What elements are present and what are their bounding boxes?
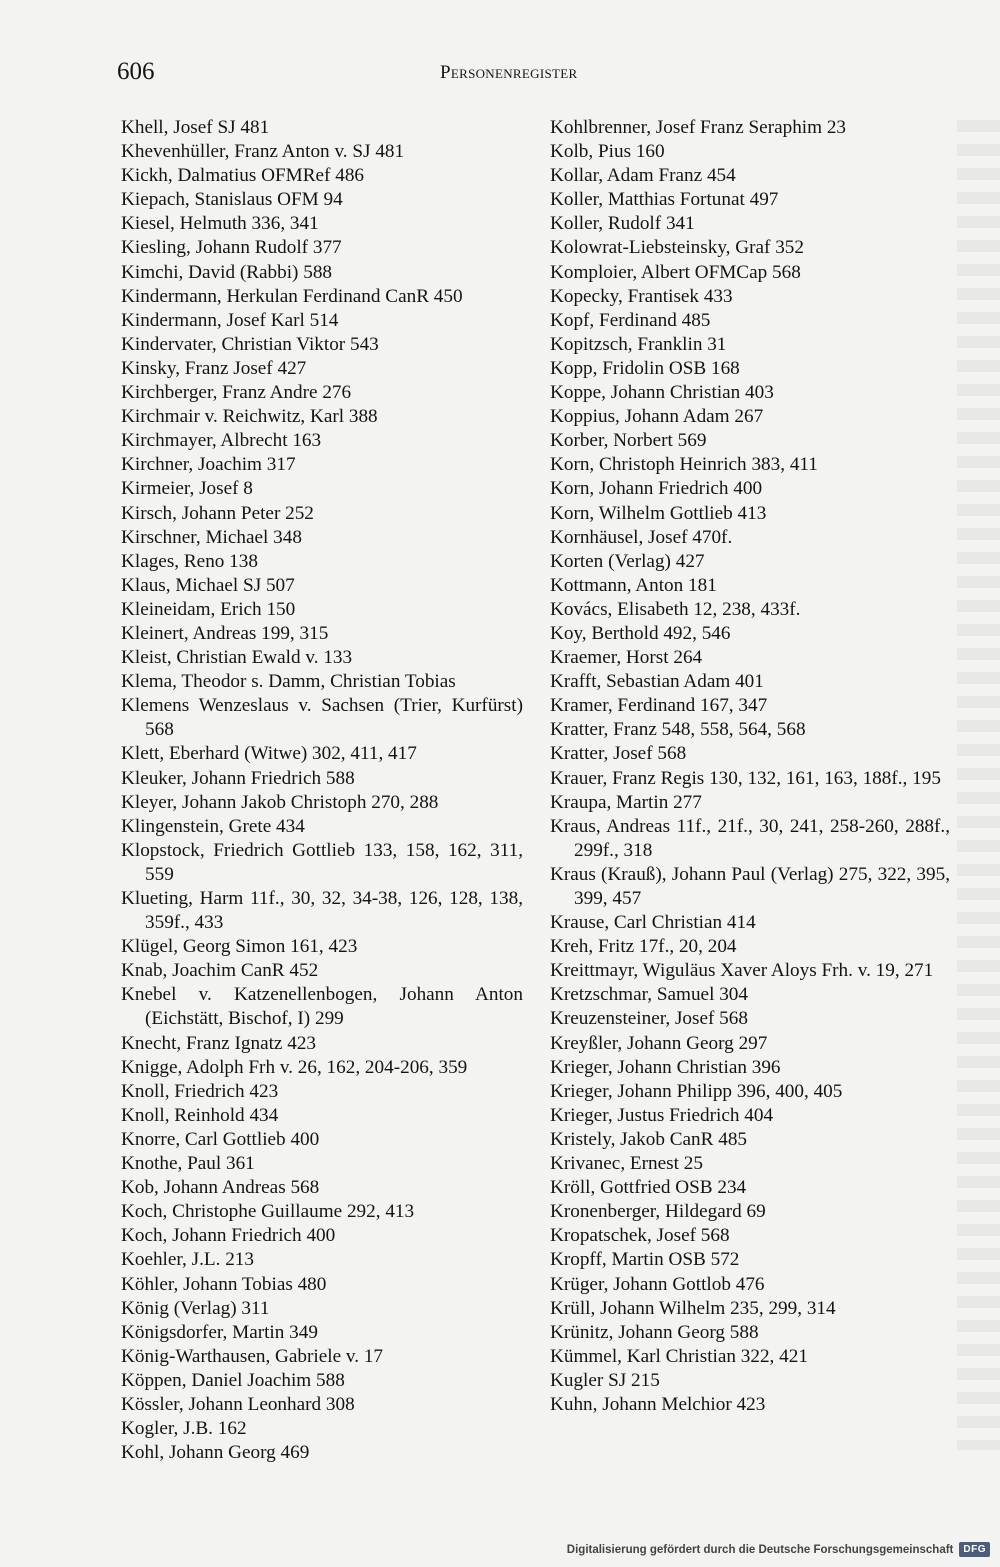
index-entry: Kopp, Fridolin OSB 168 xyxy=(550,357,740,379)
index-entry: Kolowrat-Liebsteinsky, Graf 352 xyxy=(550,237,804,259)
index-entry: Kraemer, Horst 264 xyxy=(550,647,703,669)
index-entry: Klemens Wenzeslaus v. Sachsen (Trier, Kurfürst) 568 xyxy=(121,695,523,741)
index-entry: Klett, Eberhard (Witwe) 302, 411, 417 xyxy=(121,743,417,765)
index-entry: Knebel v. Katzenellenbogen, Johann Anton (Eichstätt, Bischof, I) 299 xyxy=(121,984,523,1030)
facing-page-bleed xyxy=(957,120,1000,1450)
index-entry: Kindervater, Christian Viktor 543 xyxy=(121,333,379,355)
index-entry: Krause, Carl Christian 414 xyxy=(550,912,756,934)
index-entry: Kottmann, Anton 181 xyxy=(550,574,717,596)
index-entry: Kirschner, Michael 348 xyxy=(121,526,302,548)
right-column xyxy=(550,116,950,1417)
index-entry: Kropff, Martin OSB 572 xyxy=(550,1249,740,1271)
index-entry: Koller, Matthias Fortunat 497 xyxy=(550,189,779,211)
index-entry: Kirchmayer, Albrecht 163 xyxy=(121,430,322,452)
index-entry: Khell, Josef SJ 481 xyxy=(121,117,270,138)
footer-credit: Digitalisierung gefördert durch die Deutsche Forschungsgemeinschaft xyxy=(566,1543,954,1556)
left-column xyxy=(121,116,523,1465)
index-entry: Kümmel, Karl Christian 322, 421 xyxy=(550,1345,808,1367)
index-entry: Kleist, Christian Ewald v. 133 xyxy=(121,647,353,669)
index-entry: Kornhäusel, Josef 470f. xyxy=(550,526,733,548)
index-entry: Knigge, Adolph Frh v. 26, 162, 204-206, 359 xyxy=(121,1056,468,1078)
index-entry: Kratter, Franz 548, 558, 564, 568 xyxy=(550,719,806,741)
index-entry: Kiepach, Stanislaus OFM 94 xyxy=(121,189,343,211)
index-entry: Kiesel, Helmuth 336, 341 xyxy=(121,213,319,235)
index-entry: Korten (Verlag) 427 xyxy=(550,550,705,572)
index-entry: Korn, Wilhelm Gottlieb 413 xyxy=(550,502,767,524)
index-entry: Kramer, Ferdinand 167, 347 xyxy=(550,695,768,717)
index-entry: Korber, Norbert 569 xyxy=(550,430,707,452)
index-entry: Kirchberger, Franz Andre 276 xyxy=(121,382,352,404)
index-entry: Kugler SJ 215 xyxy=(550,1369,660,1391)
index-entry: Knab, Joachim CanR 452 xyxy=(121,960,319,982)
index-entry: König (Verlag) 311 xyxy=(121,1297,270,1319)
index-entry: Kreittmayr, Wiguläus Xaver Aloys Frh. v. 19, 271 xyxy=(550,960,934,982)
index-entry: Klueting, Harm 11f., 30, 32, 34-38, 126, 128, 138, 359f., 433 xyxy=(121,888,523,934)
index-entry: König-Warthausen, Gabriele v. 17 xyxy=(121,1345,384,1367)
index-entry: Kob, Johann Andreas 568 xyxy=(121,1177,320,1199)
index-entry: Kropatschek, Josef 568 xyxy=(550,1225,730,1247)
index-entry: Kretzschmar, Samuel 304 xyxy=(550,984,748,1006)
index-entry: Koppe, Johann Christian 403 xyxy=(550,382,774,404)
index-entry: Klingenstein, Grete 434 xyxy=(121,815,305,837)
index-entry: Koch, Johann Friedrich 400 xyxy=(121,1225,336,1247)
index-entry: Kleyer, Johann Jakob Christoph 270, 288 xyxy=(121,791,439,813)
index-entry: Kickh, Dalmatius OFMRef 486 xyxy=(121,165,365,187)
index-entry: Kraupa, Martin 277 xyxy=(550,791,702,813)
index-entry: Königsdorfer, Martin 349 xyxy=(121,1321,318,1343)
index-entry: Kohl, Johann Georg 469 xyxy=(121,1442,310,1464)
index-entry: Kindermann, Josef Karl 514 xyxy=(121,309,339,331)
index-entry: Kinsky, Franz Josef 427 xyxy=(121,357,307,379)
index-entry: Koch, Christophe Guillaume 292, 413 xyxy=(121,1201,415,1223)
index-entry: Kuhn, Johann Melchior 423 xyxy=(550,1393,766,1415)
index-entry: Kovács, Elisabeth 12, 238, 433f. xyxy=(550,598,801,620)
index-entry: Knoll, Friedrich 423 xyxy=(121,1080,279,1102)
index-entry: Kratter, Josef 568 xyxy=(550,743,687,765)
index-entry: Krafft, Sebastian Adam 401 xyxy=(550,671,764,693)
index-entry: Köhler, Johann Tobias 480 xyxy=(121,1273,327,1295)
index-entry: Kohlbrenner, Josef Franz Seraphim 23 xyxy=(550,117,847,138)
page-number: 606 xyxy=(117,58,155,85)
index-entry: Kolb, Pius 160 xyxy=(550,141,665,163)
dfg-logo-icon: DFG xyxy=(959,1542,990,1557)
index-entry: Kirmeier, Josef 8 xyxy=(121,478,253,500)
index-entry: Kreyßler, Johann Georg 297 xyxy=(550,1032,768,1054)
index-entry: Knorre, Carl Gottlieb 400 xyxy=(121,1128,320,1150)
index-entry: Krieger, Justus Friedrich 404 xyxy=(550,1104,774,1126)
index-entry: Kössler, Johann Leonhard 308 xyxy=(121,1393,355,1415)
index-entry: Kimchi, David (Rabbi) 588 xyxy=(121,261,333,283)
index-entry: Korn, Johann Friedrich 400 xyxy=(550,478,763,500)
index-entry: Krieger, Johann Philipp 396, 400, 405 xyxy=(550,1080,843,1102)
index-entry: Kraus (Krauß), Johann Paul (Verlag) 275, 322, 395, 399, 457 xyxy=(550,863,950,909)
index-entry: Kleuker, Johann Friedrich 588 xyxy=(121,767,355,789)
index-entry: Klaus, Michael SJ 507 xyxy=(121,574,295,596)
index-entry: Klema, Theodor s. Damm, Christian Tobias xyxy=(121,671,456,693)
footer xyxy=(567,1542,990,1557)
index-entry: Klages, Reno 138 xyxy=(121,550,258,572)
index-entry: Komploier, Albert OFMCap 568 xyxy=(550,261,801,283)
index-entry: Krüger, Johann Gottlob 476 xyxy=(550,1273,765,1295)
index-entry: Koehler, J.L. 213 xyxy=(121,1249,254,1271)
index-entry: Koller, Rudolf 341 xyxy=(550,213,695,235)
index-entry: Kirsch, Johann Peter 252 xyxy=(121,502,314,524)
index-entry: Kreuzensteiner, Josef 568 xyxy=(550,1008,748,1030)
index-entry: Krivanec, Ernest 25 xyxy=(550,1153,703,1175)
index-entry: Kogler, J.B. 162 xyxy=(121,1418,247,1440)
index-entry: Kraus, Andreas 11f., 21f., 30, 241, 258-260, 288f., 299f., 318 xyxy=(550,815,950,861)
index-entry: Köppen, Daniel Joachim 588 xyxy=(121,1369,345,1391)
index-entry: Klügel, Georg Simon 161, 423 xyxy=(121,936,358,958)
index-entry: Kopf, Ferdinand 485 xyxy=(550,309,711,331)
index-entry: Krüll, Johann Wilhelm 235, 299, 314 xyxy=(550,1297,836,1319)
index-entry: Krauer, Franz Regis 130, 132, 161, 163, 188f., 195 xyxy=(550,767,941,789)
index-entry: Korn, Christoph Heinrich 383, 411 xyxy=(550,454,818,476)
index-entry: Kopitzsch, Franklin 31 xyxy=(550,333,727,355)
index-entry: Khevenhüller, Franz Anton v. SJ 481 xyxy=(121,141,405,163)
index-entry: Koppius, Johann Adam 267 xyxy=(550,406,764,428)
index-entry: Knoll, Reinhold 434 xyxy=(121,1104,279,1126)
index-entry: Kollar, Adam Franz 454 xyxy=(550,165,736,187)
index-entry: Kröll, Gottfried OSB 234 xyxy=(550,1177,747,1199)
index-entry: Knecht, Franz Ignatz 423 xyxy=(121,1032,317,1054)
index-entry: Kreh, Fritz 17f., 20, 204 xyxy=(550,936,737,958)
index-entry: Krünitz, Johann Georg 588 xyxy=(550,1321,759,1343)
index-entry: Kleinert, Andreas 199, 315 xyxy=(121,622,329,644)
index-entry: Kristely, Jakob CanR 485 xyxy=(550,1128,748,1150)
index-entry: Kopecky, Frantisek 433 xyxy=(550,285,733,307)
index-entry: Krieger, Johann Christian 396 xyxy=(550,1056,781,1078)
index-entry: Kirchmair v. Reichwitz, Karl 388 xyxy=(121,406,378,428)
index-entry: Kronenberger, Hildegard 69 xyxy=(550,1201,766,1223)
index-entry: Knothe, Paul 361 xyxy=(121,1153,255,1175)
index-entry: Kirchner, Joachim 317 xyxy=(121,454,296,476)
index-entry: Kindermann, Herkulan Ferdinand CanR 450 xyxy=(121,285,463,307)
index-entry: Koy, Berthold 492, 546 xyxy=(550,622,731,644)
index-entry: Kiesling, Johann Rudolf 377 xyxy=(121,237,342,259)
index-entry: Klopstock, Friedrich Gottlieb 133, 158, 162, 311, 559 xyxy=(121,839,523,885)
running-head: Personenregister xyxy=(440,62,578,83)
index-entry: Kleineidam, Erich 150 xyxy=(121,598,296,620)
